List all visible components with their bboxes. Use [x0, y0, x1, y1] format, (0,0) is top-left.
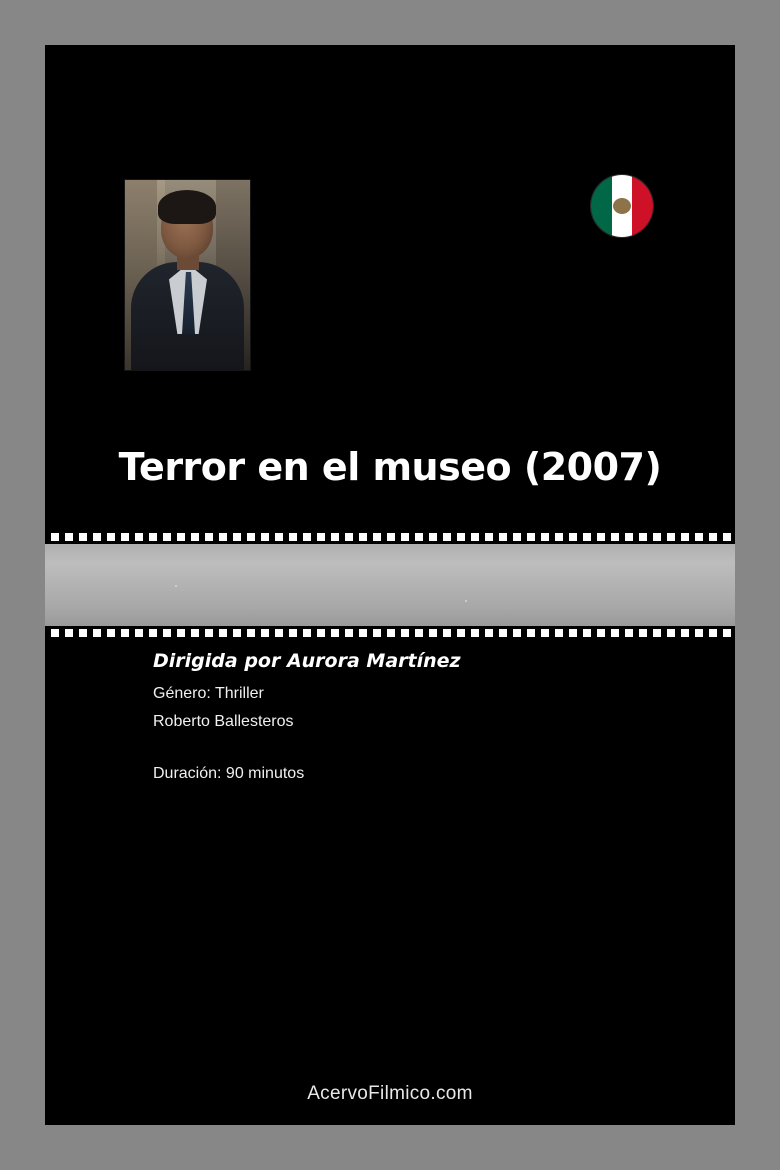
movie-poster: [45, 45, 735, 1125]
flag-stripe-green: [591, 175, 612, 237]
director-credit: Dirigida por Aurora Martínez: [153, 650, 461, 672]
credits-block: [153, 650, 673, 793]
filmstrip-divider: [45, 530, 735, 640]
credits-spacer: [153, 741, 673, 765]
cast-credit: Roberto Ballesteros: [153, 713, 294, 730]
flag-emblem-icon: [613, 198, 631, 214]
genre-credit: Género: Thriller: [153, 685, 264, 702]
flag-stripe-red: [632, 175, 653, 237]
duration-credit: Duración: 90 minutos: [153, 765, 305, 782]
site-watermark: AcervoFilmico.com: [307, 1083, 473, 1104]
actor-portrait-image: [125, 180, 250, 370]
filmstrip-perforations-bottom: [45, 626, 735, 640]
filmstrip-perforations-top: [45, 530, 735, 544]
movie-title: Terror en el museo (2007): [118, 445, 662, 489]
portrait-hair: [158, 190, 216, 224]
mexico-flag-icon: [591, 175, 653, 237]
